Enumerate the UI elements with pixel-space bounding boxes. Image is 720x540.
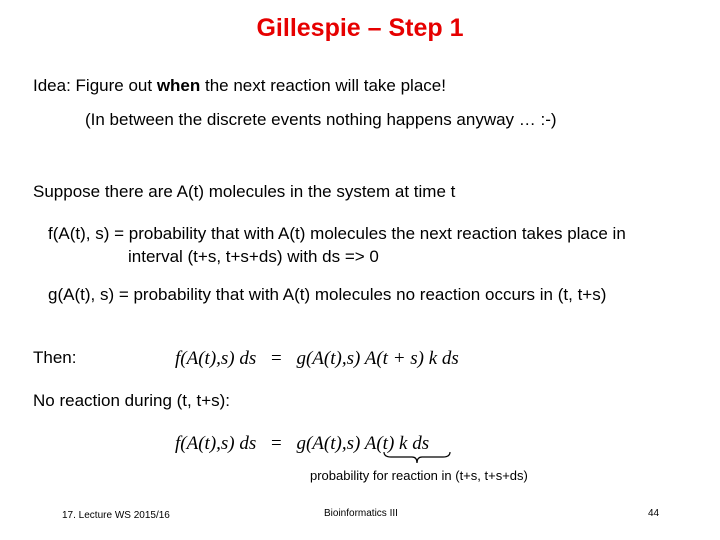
idea-suffix: the next reaction will take place! — [200, 76, 446, 95]
eq1-equals: = — [271, 348, 282, 369]
eq1-right: g(A(t),s) A(t + s) k ds — [296, 348, 459, 369]
suppose-line: Suppose there are A(t) molecules in the system at time t — [33, 182, 456, 201]
eq2-equals: = — [271, 433, 282, 454]
equation-1 — [175, 348, 459, 370]
underbrace-icon — [383, 451, 451, 465]
no-reaction-label: No reaction during (t, t+s): — [33, 391, 231, 410]
idea-bold: when — [156, 76, 201, 95]
footer-page-number: 44 — [648, 508, 660, 519]
eq1-left: f(A(t),s) ds — [175, 348, 257, 369]
slide-title: Gillespie – Step 1 — [256, 14, 464, 42]
idea-parenthetical: (In between the discrete events nothing happens anyway … :-) — [85, 110, 557, 129]
idea-prefix: Idea: Figure out — [33, 76, 157, 95]
brace-annotation: probability for reaction in (t+s, t+s+ds) — [310, 468, 528, 483]
f-definition-line2: interval (t+s, t+s+ds) with ds => 0 — [128, 247, 379, 266]
eq2-right-pre: g(A(t),s) — [296, 433, 365, 454]
eq2-left: f(A(t),s) ds — [175, 433, 257, 454]
eq2-right-braced: A(t) k ds — [364, 433, 430, 454]
footer-course: Bioinformatics III — [324, 508, 398, 519]
footer-lecture: 17. Lecture WS 2015/16 — [62, 510, 170, 521]
g-definition: g(A(t), s) = probability that with A(t) molecules no reaction occurs in (t, t+s) — [48, 285, 607, 304]
idea-line — [33, 76, 446, 96]
then-label: Then: — [33, 348, 77, 367]
f-definition-line1: f(A(t), s) = probability that with A(t) molecules the next reaction takes place in — [48, 224, 626, 243]
